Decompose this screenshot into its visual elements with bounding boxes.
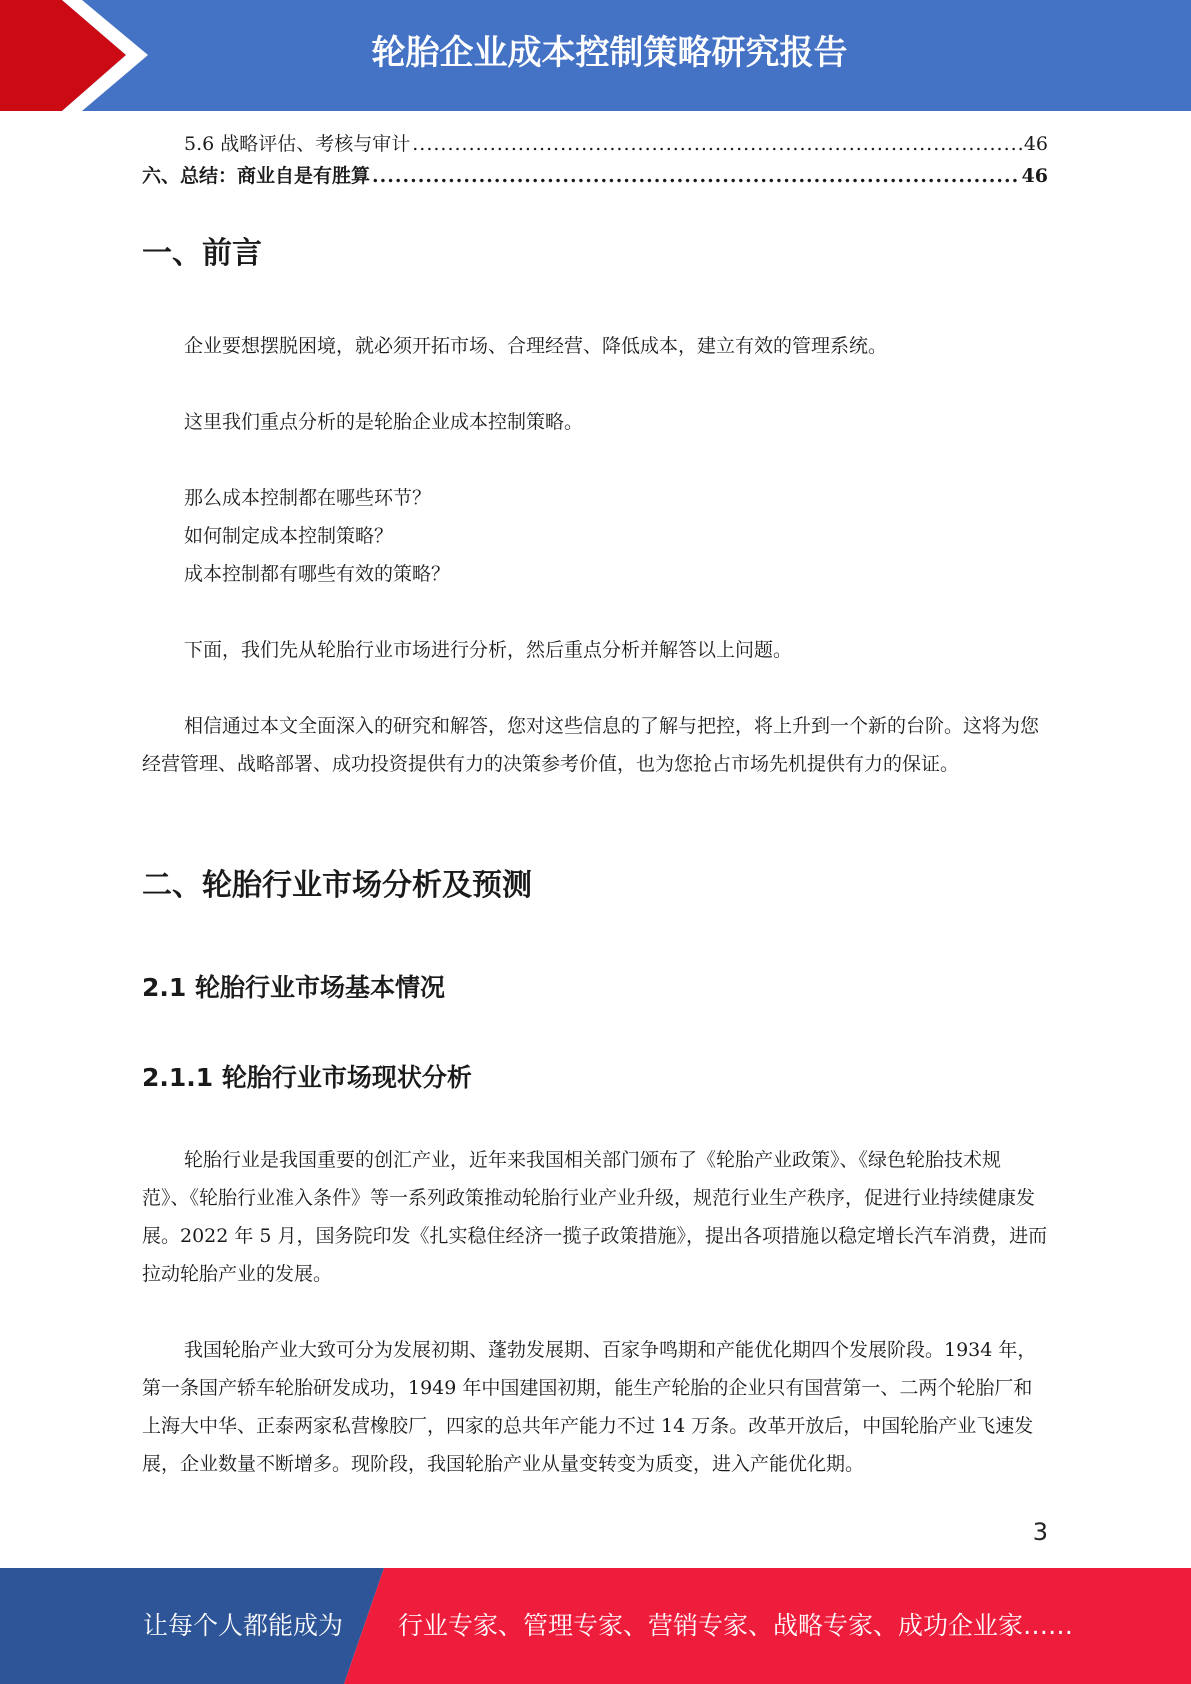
footer-slogan-right: 行业专家、管理专家、营销专家、战略专家、成功企业家…… <box>398 1611 1074 1640</box>
toc-entry-page: 46 <box>1023 133 1048 155</box>
table-of-contents <box>142 128 1048 192</box>
subsubsection-heading: 2.1.1 轮胎行业市场现状分析 <box>142 1063 472 1092</box>
section-heading-preface: 一、前言 <box>142 236 262 271</box>
paragraph: 我国轮胎产业大致可分为发展初期、蓬勃发展期、百家争鸣期和产能优化期四个发展阶段。1934 年，第一条国产轿车轮胎研发成功，1949 年中国建国初期，能生产轮胎的企业只有国营第一、二两个轮胎厂和上海大中华、正泰两家私营橡胶厂，四家的总共年产能力不过 14 万条。改革开放后，中国轮胎产业飞速发展，企业数量不断增多。现阶段，我国轮胎产业从量变转变为质变，进入产能优化期。 <box>142 1339 1037 1475</box>
header-band <box>0 0 1191 111</box>
question-line: 成本控制都有哪些有效的策略？ <box>184 563 451 585</box>
paragraph: 这里我们重点分析的是轮胎企业成本控制策略。 <box>184 411 584 433</box>
toc-entry[interactable] <box>142 160 1048 192</box>
paragraph: 轮胎行业是我国重要的创汇产业，近年来我国相关部门颁布了《轮胎产业政策》、《绿色轮胎技术规范》、《轮胎行业准入条件》等一系列政策推动轮胎行业产业升级，规范行业生产秩序，促进行业持续健康发展。2022 年 5 月，国务院印发《扎实稳住经济一揽子政策措施》，提出各项措施以稳定增长汽车消费，进而拉动轮胎产业的发展。 <box>142 1149 1048 1285</box>
section-heading-market: 二、轮胎行业市场分析及预测 <box>142 868 532 903</box>
paragraph: 相信通过本文全面深入的研究和解答，您对这些信息的了解与把控，将上升到一个新的台阶。这将为您经营管理、战略部署、成功投资提供有力的决策参考价值，也为您抢占市场先机提供有力的保证。 <box>142 715 1040 775</box>
toc-leader-dots <box>372 160 1020 192</box>
paragraph: 企业要想摆脱困境，就必须开拓市场、合理经营、降低成本，建立有效的管理系统。 <box>184 335 888 357</box>
toc-entry-page: 46 <box>1021 165 1048 187</box>
subsection-heading: 2.1 轮胎行业市场基本情况 <box>142 973 445 1002</box>
footer-slogan-left: 让每个人都能成为 <box>143 1611 344 1640</box>
question-line: 如何制定成本控制策略？ <box>184 525 394 547</box>
question-line: 那么成本控制都在哪些环节？ <box>184 487 432 509</box>
toc-leader-dots <box>412 128 1022 160</box>
page-number: 3 <box>1032 1518 1048 1546</box>
document-title: 轮胎企业成本控制策略研究报告 <box>371 33 848 73</box>
footer-band <box>0 1568 1191 1684</box>
toc-entry-label: 5.6 战略评估、考核与审计 <box>184 133 411 155</box>
toc-entry-label: 六、总结：商业自是有胜算 <box>142 165 371 187</box>
page-content <box>142 128 1048 1475</box>
paragraph: 下面，我们先从轮胎行业市场进行分析，然后重点分析并解答以上问题。 <box>184 639 793 661</box>
toc-entry[interactable] <box>142 128 1048 160</box>
